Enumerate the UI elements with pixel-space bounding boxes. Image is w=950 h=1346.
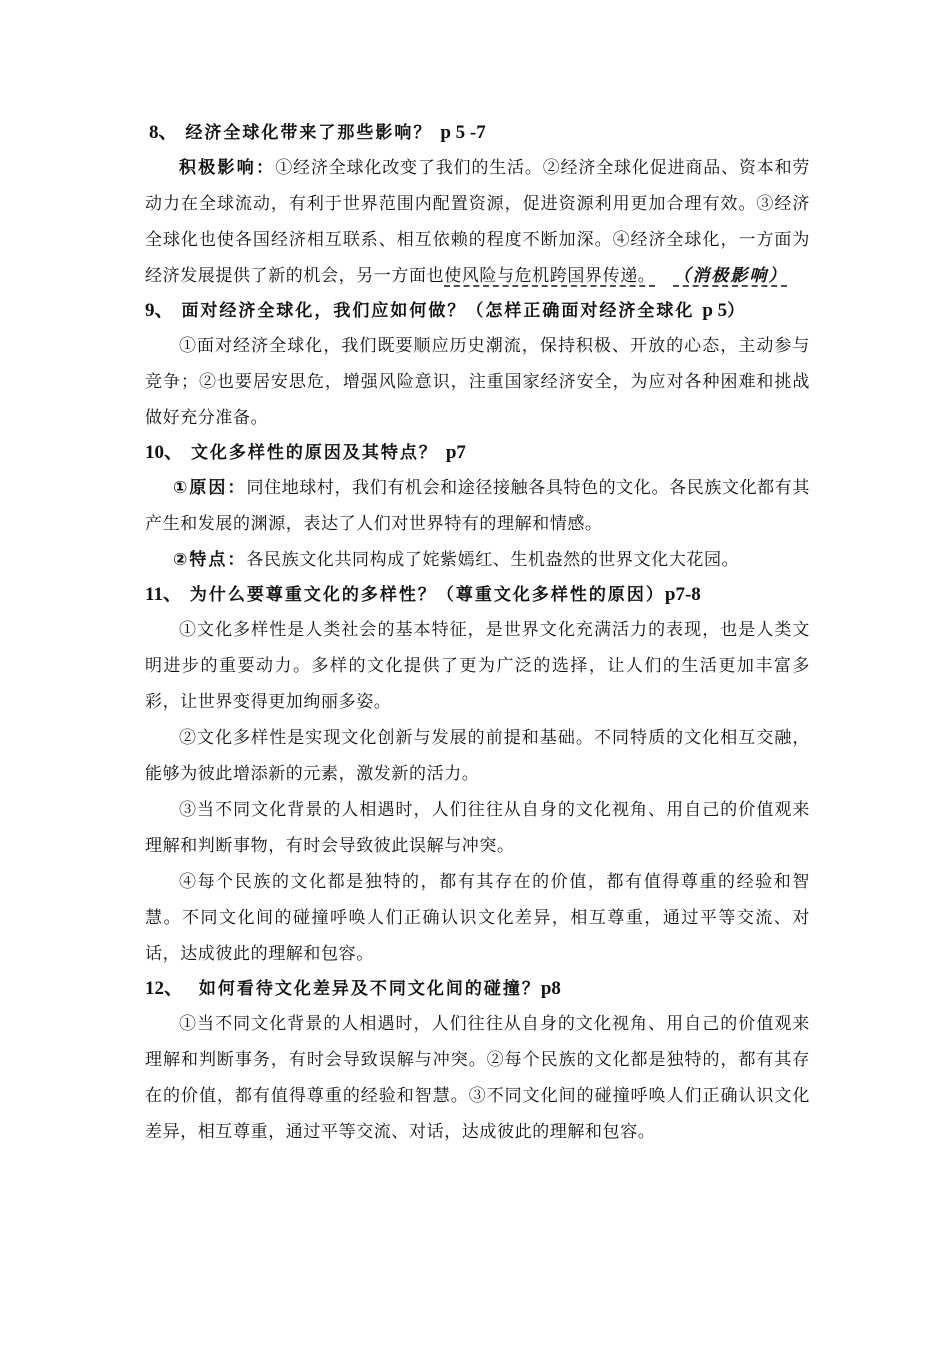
page-reference: p7-8 <box>664 584 701 605</box>
question-10-heading <box>145 436 810 470</box>
question-number: 12、 <box>145 978 184 999</box>
document-page <box>145 116 810 1150</box>
question-11-point-2: ②文化多样性是实现文化创新与发展的前提和基础。不同特质的文化相互交融，能够为彼此增添新的元素，激发新的活力。 <box>145 728 810 784</box>
question-12-answer: ①当不同文化背景的人相遇时，人们往往从自身的文化视角、用自己的价值观来理解和判断事务，有时会导致误解与冲突。②每个民族的文化都是独特的，都有其存在的价值，都有值得尊重的经验和智慧。③不同文化间的碰撞呼唤人们正确认识文化差异，相互尊重，通过平等交流、对话，达成彼此的理解和包容。 <box>145 1014 810 1142</box>
question-9-heading <box>145 294 810 328</box>
question-11-point-4: ④每个民族的文化都是独特的，都有其存在的价值，都有值得尊重的经验和智慧。不同文化间的碰撞呼唤人们正确认识文化差异，相互尊重，通过平等交流、对话，达成彼此的理解和包容。 <box>145 872 810 964</box>
question-8-answer <box>145 150 810 294</box>
answer-text: 各民族文化共同构成了姹紫嫣红、生机盎然的世界文化大花园。 <box>246 550 740 570</box>
question-number: 8、 <box>149 122 178 143</box>
answer-text: ①经济全球化改变了我们的生活。②经济全球化促进商品、资本和劳动力在全球流动，有利于世界范围内配置资源，促进资源利用更加合理有效。③经济全球化也使各国经济相互联系、相互依赖的程度不断加深。④经济全球化，一方面为经济发展提供了新的机会，另一方面也 <box>145 158 811 286</box>
question-11-point-1: ①文化多样性是人类社会的基本特征，是世界文化充满活力的表现，也是人类文明进步的重要动力。多样的文化提供了更为广泛的选择，让人们的生活更加丰富多彩，让世界变得更加绚丽多姿。 <box>145 620 810 712</box>
answer-text: 同住地球村，我们有机会和途径接触各具特色的文化。各民族文化都有其产生和发展的渊源，表达了人们对世界特有的理解和情感。 <box>145 478 810 534</box>
question-9-answer: ①面对经济全球化，我们既要顺应历史潮流，保持积极、开放的心态，主动参与竞争；②也要居安思危，增强风险意识，注重国家经济安全，为应对各种困难和挑战做好充分准备。 <box>145 336 810 428</box>
positive-impact-label: 积极影响： <box>179 158 276 178</box>
page-reference: p7 <box>445 442 466 463</box>
question-11-point-3: ③当不同文化背景的人相遇时，人们往往从自身的文化视角、用自己的价值观来理解和判断事物，有时会导致彼此误解与冲突。 <box>145 800 810 856</box>
question-12-heading <box>145 972 810 1006</box>
question-title: 如何看待文化差异及不同文化间的碰撞？ <box>198 979 541 999</box>
question-number: 9、 <box>145 300 174 321</box>
closing-paren: ） <box>727 301 747 321</box>
page-reference: p8 <box>540 978 561 999</box>
question-number: 10、 <box>145 442 184 463</box>
feature-label: ②特点： <box>173 550 247 570</box>
question-title: 经济全球化带来了那些影响？ <box>185 123 433 143</box>
answer-text-underlined: 使风险与危机跨国界传递。 <box>444 266 656 286</box>
question-10-reason <box>145 470 810 542</box>
page-reference: p 5 <box>702 300 728 321</box>
question-11-heading <box>145 578 810 612</box>
question-title: 文化多样性的原因及其特点？ <box>190 443 438 463</box>
question-8-heading <box>149 116 810 150</box>
question-10-feature <box>145 542 810 578</box>
question-title: 为什么要尊重文化的多样性？（尊重文化多样性的原因） <box>189 585 665 605</box>
reason-label: ①原因： <box>173 478 247 498</box>
negative-impact-label: （消极影响） <box>673 266 788 286</box>
question-number: 11、 <box>145 584 182 605</box>
page-reference: p 5 -7 <box>440 122 486 143</box>
question-title: 面对经济全球化，我们应如何做？（怎样正确面对经济全球化 <box>181 301 695 321</box>
